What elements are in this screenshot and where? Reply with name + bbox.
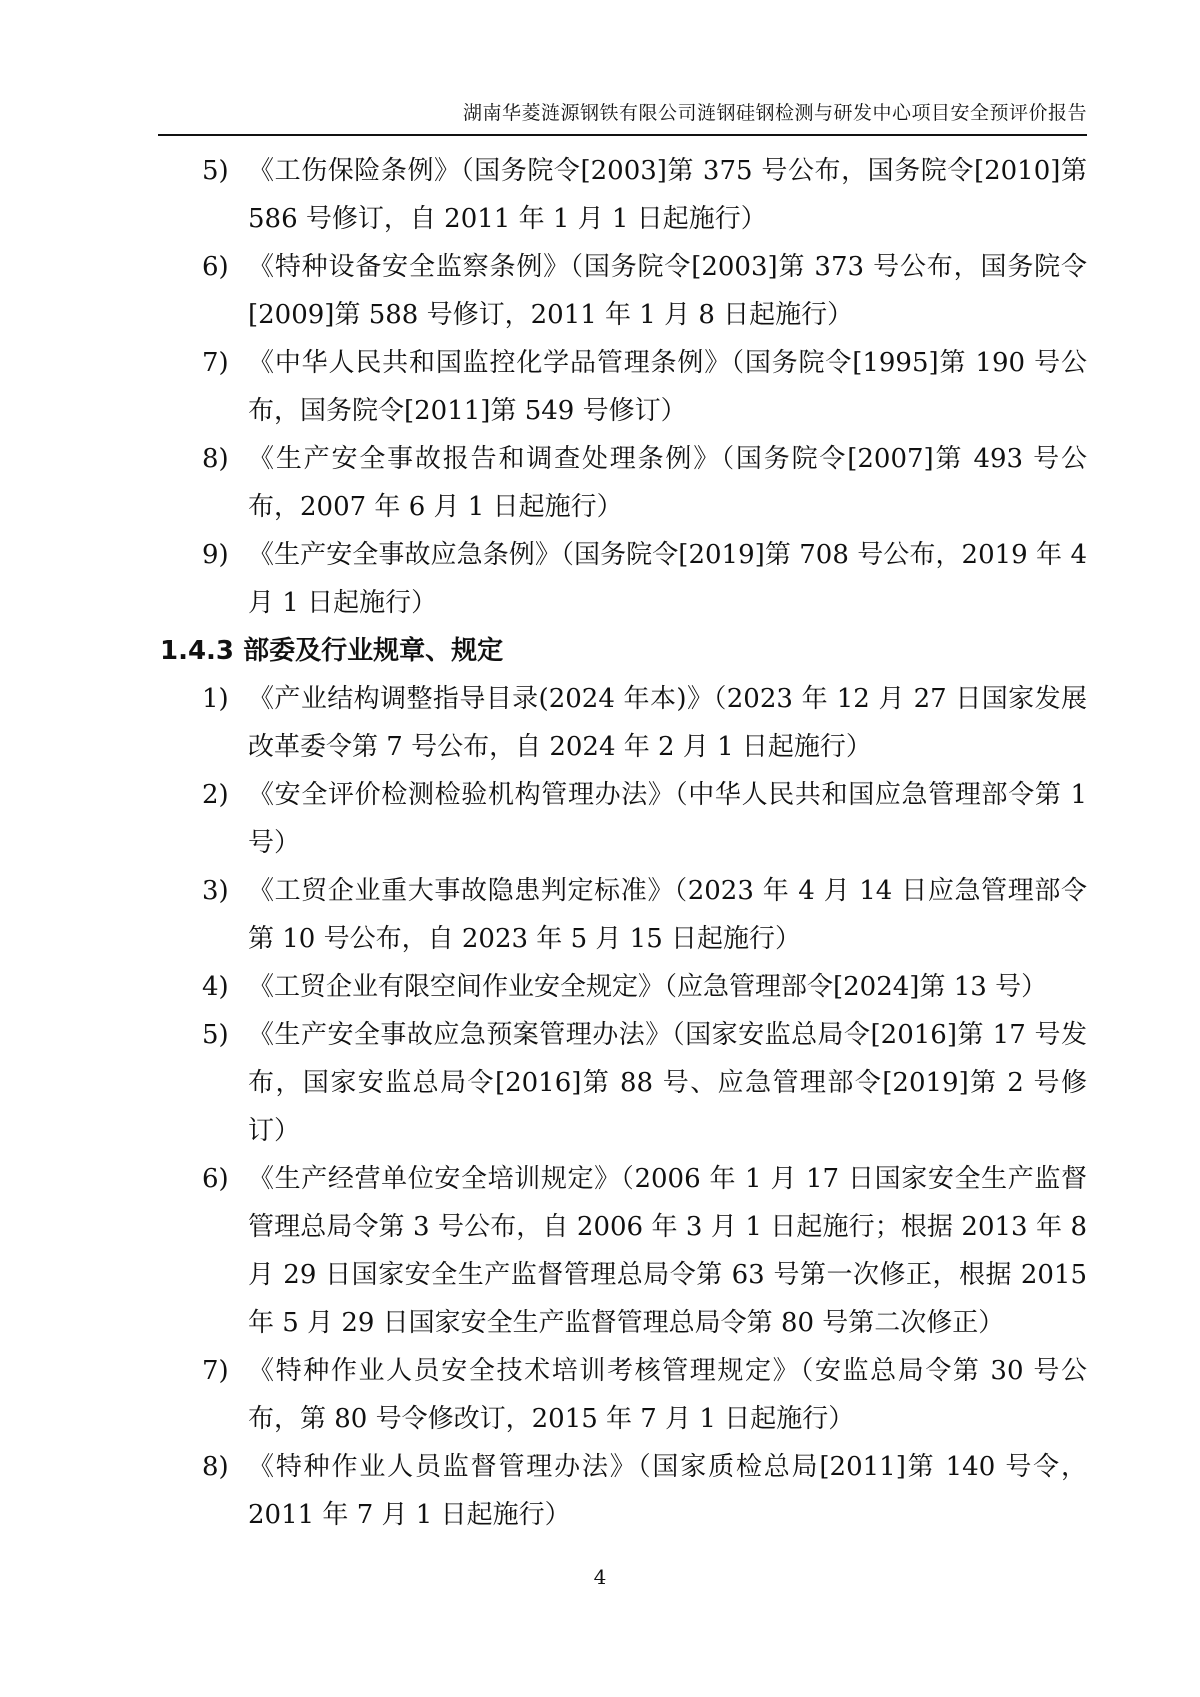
list-item-number: 7) bbox=[202, 1356, 229, 1386]
list-item bbox=[158, 435, 1087, 531]
list-item-number: 8) bbox=[202, 444, 229, 474]
list-item-text: 《生产经营单位安全培训规定》（2006 年 1 月 17 日国家安全生产监督管理总局令第 3 号公布，自 2006 年 3 月 1 日起施行；根据 2013 年 8 月 29 日国家安全生产监督管理总局令第 63 号第一次修正，根据 2015 年 5 月 29 日国家安全生产监督管理总局令第 80 号第二次修正） bbox=[248, 1164, 1087, 1338]
list-item-text: 《生产安全事故报告和调查处理条例》（国务院令[2007]第 493 号公布，2007 年 6 月 1 日起施行） bbox=[248, 444, 1087, 522]
list-item-text: 《产业结构调整指导目录(2024 年本)》（2023 年 12 月 27 日国家发展改革委令第 7 号公布，自 2024 年 2 月 1 日起施行） bbox=[248, 684, 1087, 762]
page-header: 湖南华菱涟源钢铁有限公司涟钢硅钢检测与研发中心项目安全预评价报告 bbox=[462, 102, 1087, 124]
header-divider bbox=[158, 134, 1087, 136]
list-item-text: 《生产安全事故应急预案管理办法》（国家安监总局令[2016]第 17 号发布，国家安监总局令[2016]第 88 号、应急管理部令[2019]第 2 号修订） bbox=[248, 1020, 1087, 1146]
list-item bbox=[158, 1347, 1087, 1443]
list-item-number: 8) bbox=[202, 1452, 229, 1482]
list-item bbox=[158, 867, 1087, 963]
list-item-number: 6) bbox=[202, 252, 229, 282]
list-item-number: 9) bbox=[202, 540, 229, 570]
list-item-number: 7) bbox=[202, 348, 229, 378]
list-item-number: 3) bbox=[202, 876, 229, 906]
list-item-number: 6) bbox=[202, 1164, 229, 1194]
list-item bbox=[158, 675, 1087, 771]
list-item bbox=[158, 531, 1087, 627]
list-item bbox=[158, 1443, 1087, 1539]
list-item bbox=[158, 147, 1087, 243]
list-item bbox=[158, 963, 1087, 1011]
list-item-text: 《特种设备安全监察条例》（国务院令[2003]第 373 号公布，国务院令[2009]第 588 号修订，2011 年 1 月 8 日起施行） bbox=[248, 252, 1087, 330]
list-item bbox=[158, 243, 1087, 339]
list-item-text: 《特种作业人员监督管理办法》（国家质检总局[2011]第 140 号令，2011 年 7 月 1 日起施行） bbox=[248, 1452, 1087, 1530]
list-item-text: 《生产安全事故应急条例》（国务院令[2019]第 708 号公布，2019 年 4 月 1 日起施行） bbox=[248, 540, 1087, 618]
list-item-text: 《工伤保险条例》（国务院令[2003]第 375 号公布，国务院令[2010]第 586 号修订，自 2011 年 1 月 1 日起施行） bbox=[248, 156, 1087, 234]
list-item-number: 4) bbox=[202, 972, 229, 1002]
list-item-text: 《中华人民共和国监控化学品管理条例》（国务院令[1995]第 190 号公布，国务院令[2011]第 549 号修订） bbox=[248, 348, 1087, 426]
list-item bbox=[158, 1011, 1087, 1155]
list-item-text: 《特种作业人员安全技术培训考核管理规定》（安监总局令第 30 号公布，第 80 号令修改订，2015 年 7 月 1 日起施行） bbox=[248, 1356, 1087, 1434]
list-item-text: 《安全评价检测检验机构管理办法》（中华人民共和国应急管理部令第 1 号） bbox=[248, 780, 1087, 858]
list-item-number: 2) bbox=[202, 780, 229, 810]
list-item bbox=[158, 339, 1087, 435]
list-item-number: 1) bbox=[202, 684, 229, 714]
list-item bbox=[158, 1155, 1087, 1347]
page-number: 4 bbox=[593, 1565, 607, 1589]
list-item-text: 《工贸企业重大事故隐患判定标准》（2023 年 4 月 14 日应急管理部令第 10 号公布，自 2023 年 5 月 15 日起施行） bbox=[248, 876, 1087, 954]
list-item bbox=[158, 771, 1087, 867]
list-item-number: 5) bbox=[202, 156, 229, 186]
section-heading: 1.4.3 部委及行业规章、规定 bbox=[160, 636, 504, 666]
page-body bbox=[158, 147, 1087, 1539]
list-item-number: 5) bbox=[202, 1020, 229, 1050]
list-item-text: 《工贸企业有限空间作业安全规定》（应急管理部令[2024]第 13 号） bbox=[248, 972, 1048, 1002]
